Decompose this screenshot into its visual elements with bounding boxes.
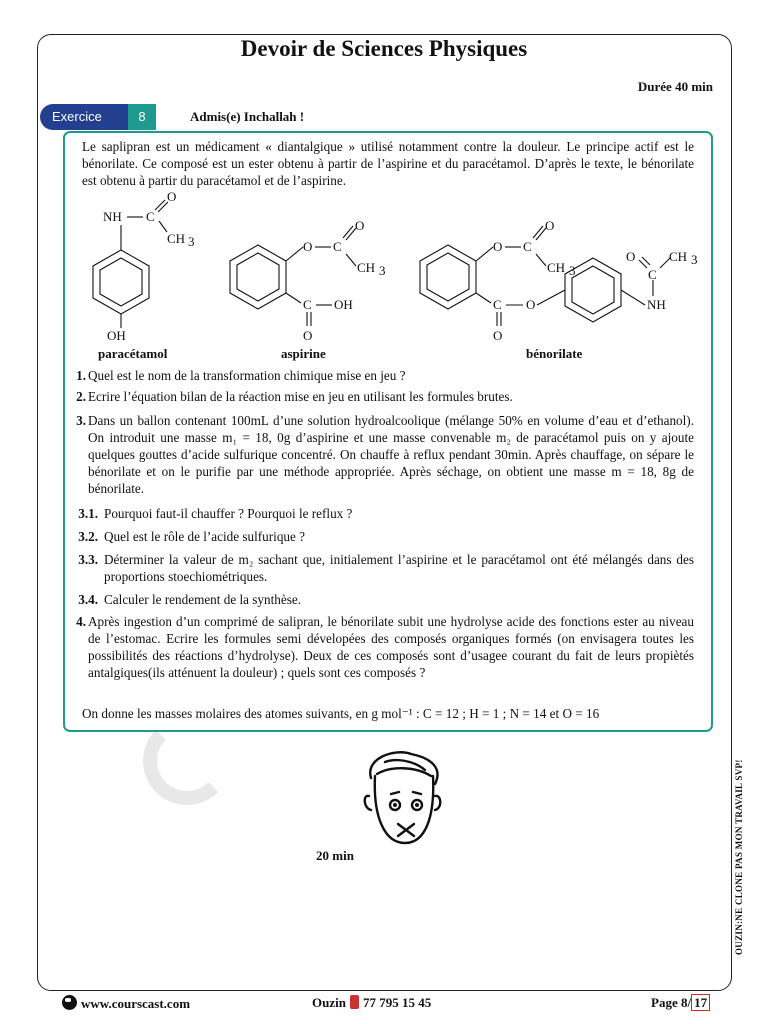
svg-text:C: C (523, 239, 532, 254)
intro-paragraph: Le saplipran est un médicament « diantalgique » utilisé notamment contre la douleur. Le principe actif est le bénorilate. Ce composé est un ester obtenu à partir de l’aspirine et du paracétamol. D’après le texte, le bénorilate est obtenu à partir du paracétamol et de l’aspirine. (82, 139, 694, 188)
svg-text:NH: NH (647, 297, 666, 312)
footer-contact: Ouzin 77 795 15 45 (312, 995, 432, 1010)
svg-text:CH: CH (547, 260, 566, 275)
svg-text:O: O (626, 249, 636, 264)
svg-text:O: O (493, 239, 503, 254)
paracetamol-ring (93, 250, 149, 314)
question-2: 2. Ecrire l’équation bilan de la réaction mise en jeu en utilisant les formules brutes. (76, 389, 513, 404)
svg-text:C: C (493, 297, 502, 312)
question-3-4: 3.4. Calculer le rendement de la synthèse. (78, 592, 302, 607)
question-1: 1. Quel est le nom de la transformation chimique mise en jeu ? (76, 368, 406, 383)
aspirine-ring (230, 245, 286, 309)
footer-page: Page 8/ 17 (651, 995, 710, 1011)
duration-label: Durée 40 min (637, 79, 713, 94)
silent-face-icon (355, 748, 445, 848)
svg-text:C: C (648, 267, 657, 282)
paracetamol-label: paracétamol (98, 346, 168, 361)
svg-text:3: 3 (379, 263, 386, 278)
svg-text:CH: CH (357, 260, 376, 275)
svg-text:OH: OH (334, 297, 353, 312)
face-time-label: 20 min (316, 848, 354, 863)
svg-text:3: 3 (569, 263, 576, 278)
question-4: 4. Après ingestion d’un comprimé de salipran, le bénorilate subit une hydrolyse acide des fonctions ester au niveau de l’estomac. Ecrire les formules semi dévelopées des composés organiques formés (on envisagera toutes les possibilités des réactions d’hydrolyse). Deux de ces composés sont d’usagee courant du fait de leurs propiètés antalgiques(ils atténuent la douleur) ; quels sont ces composés ? (76, 614, 694, 680)
question-3-3: 3.3. Déterminer la valeur de m₂ sachant que, initialement l’aspirine et le paracétamol ont été mélangés dans des proportions stoechiométriques. (78, 552, 694, 584)
page-title: Devoir de Sciences Physiques (240, 36, 528, 61)
question-3-1: 3.1. Pourquoi faut-il chauffer ? Pourquoi le reflux ? (78, 506, 353, 521)
svg-text:O: O (355, 218, 365, 233)
svg-text:C: C (146, 209, 155, 224)
svg-text:CH: CH (669, 249, 688, 264)
svg-text:C: C (333, 239, 342, 254)
svg-text:O: O (493, 328, 503, 343)
footer-website[interactable]: www.courscast.com (62, 995, 190, 1012)
molar-mass-data: On donne les masses molaires des atomes suivants, en g mol⁻¹ : C = 12 ; H = 1 ; N = 14 et O = 16 (82, 706, 600, 721)
page-total-link[interactable]: 17 (691, 994, 710, 1011)
exercise-number: 8 (128, 104, 156, 130)
exercise-label: Exercice (40, 104, 128, 130)
svg-text:O: O (167, 190, 177, 204)
svg-text:O: O (303, 239, 313, 254)
svg-text:OH: OH (107, 328, 126, 343)
globe-icon (62, 995, 77, 1010)
svg-text:C: C (303, 297, 312, 312)
svg-text:CH: CH (167, 231, 186, 246)
svg-text:O: O (526, 297, 536, 312)
aspirine-label: aspirine (281, 346, 326, 361)
question-3-2: 3.2. Quel est le rôle de l’acide sulfurique ? (78, 529, 306, 544)
svg-text:3: 3 (188, 234, 195, 249)
benorilate-ring-1 (420, 245, 476, 309)
exercise-subtitle: Admis(e) Inchallah ! (190, 109, 305, 124)
exercise-tag (40, 104, 156, 130)
benorilate-label: bénorilate (526, 346, 583, 361)
molecule-structures (63, 190, 713, 365)
side-warning: OUZIN:NE CLONE PAS MON TRAVAIL SVP! (734, 759, 744, 955)
svg-text:NH: NH (103, 209, 122, 224)
svg-text:3: 3 (691, 252, 698, 267)
question-3: 3. Dans un ballon contenant 100mL d’une solution hydroalcoolique (mélange 50% en volume d’eau et d’ethanol). On introduit une masse m₁ = 18, 0g d’aspirine et une masse convenable m₂ de paracétamol puis on y ajoute quelques gouttes d’acide sulfurique concentré. On chauffe à reflux pendant 30min. Après chauffage, on sépare le bénorilate et on le purifie par une méthode appropriée. Après séchage, on obtient une masse m = 18, 8g de bénorilate. (76, 413, 694, 496)
phone-icon (350, 995, 359, 1009)
svg-text:O: O (545, 218, 555, 233)
svg-text:O: O (303, 328, 313, 343)
